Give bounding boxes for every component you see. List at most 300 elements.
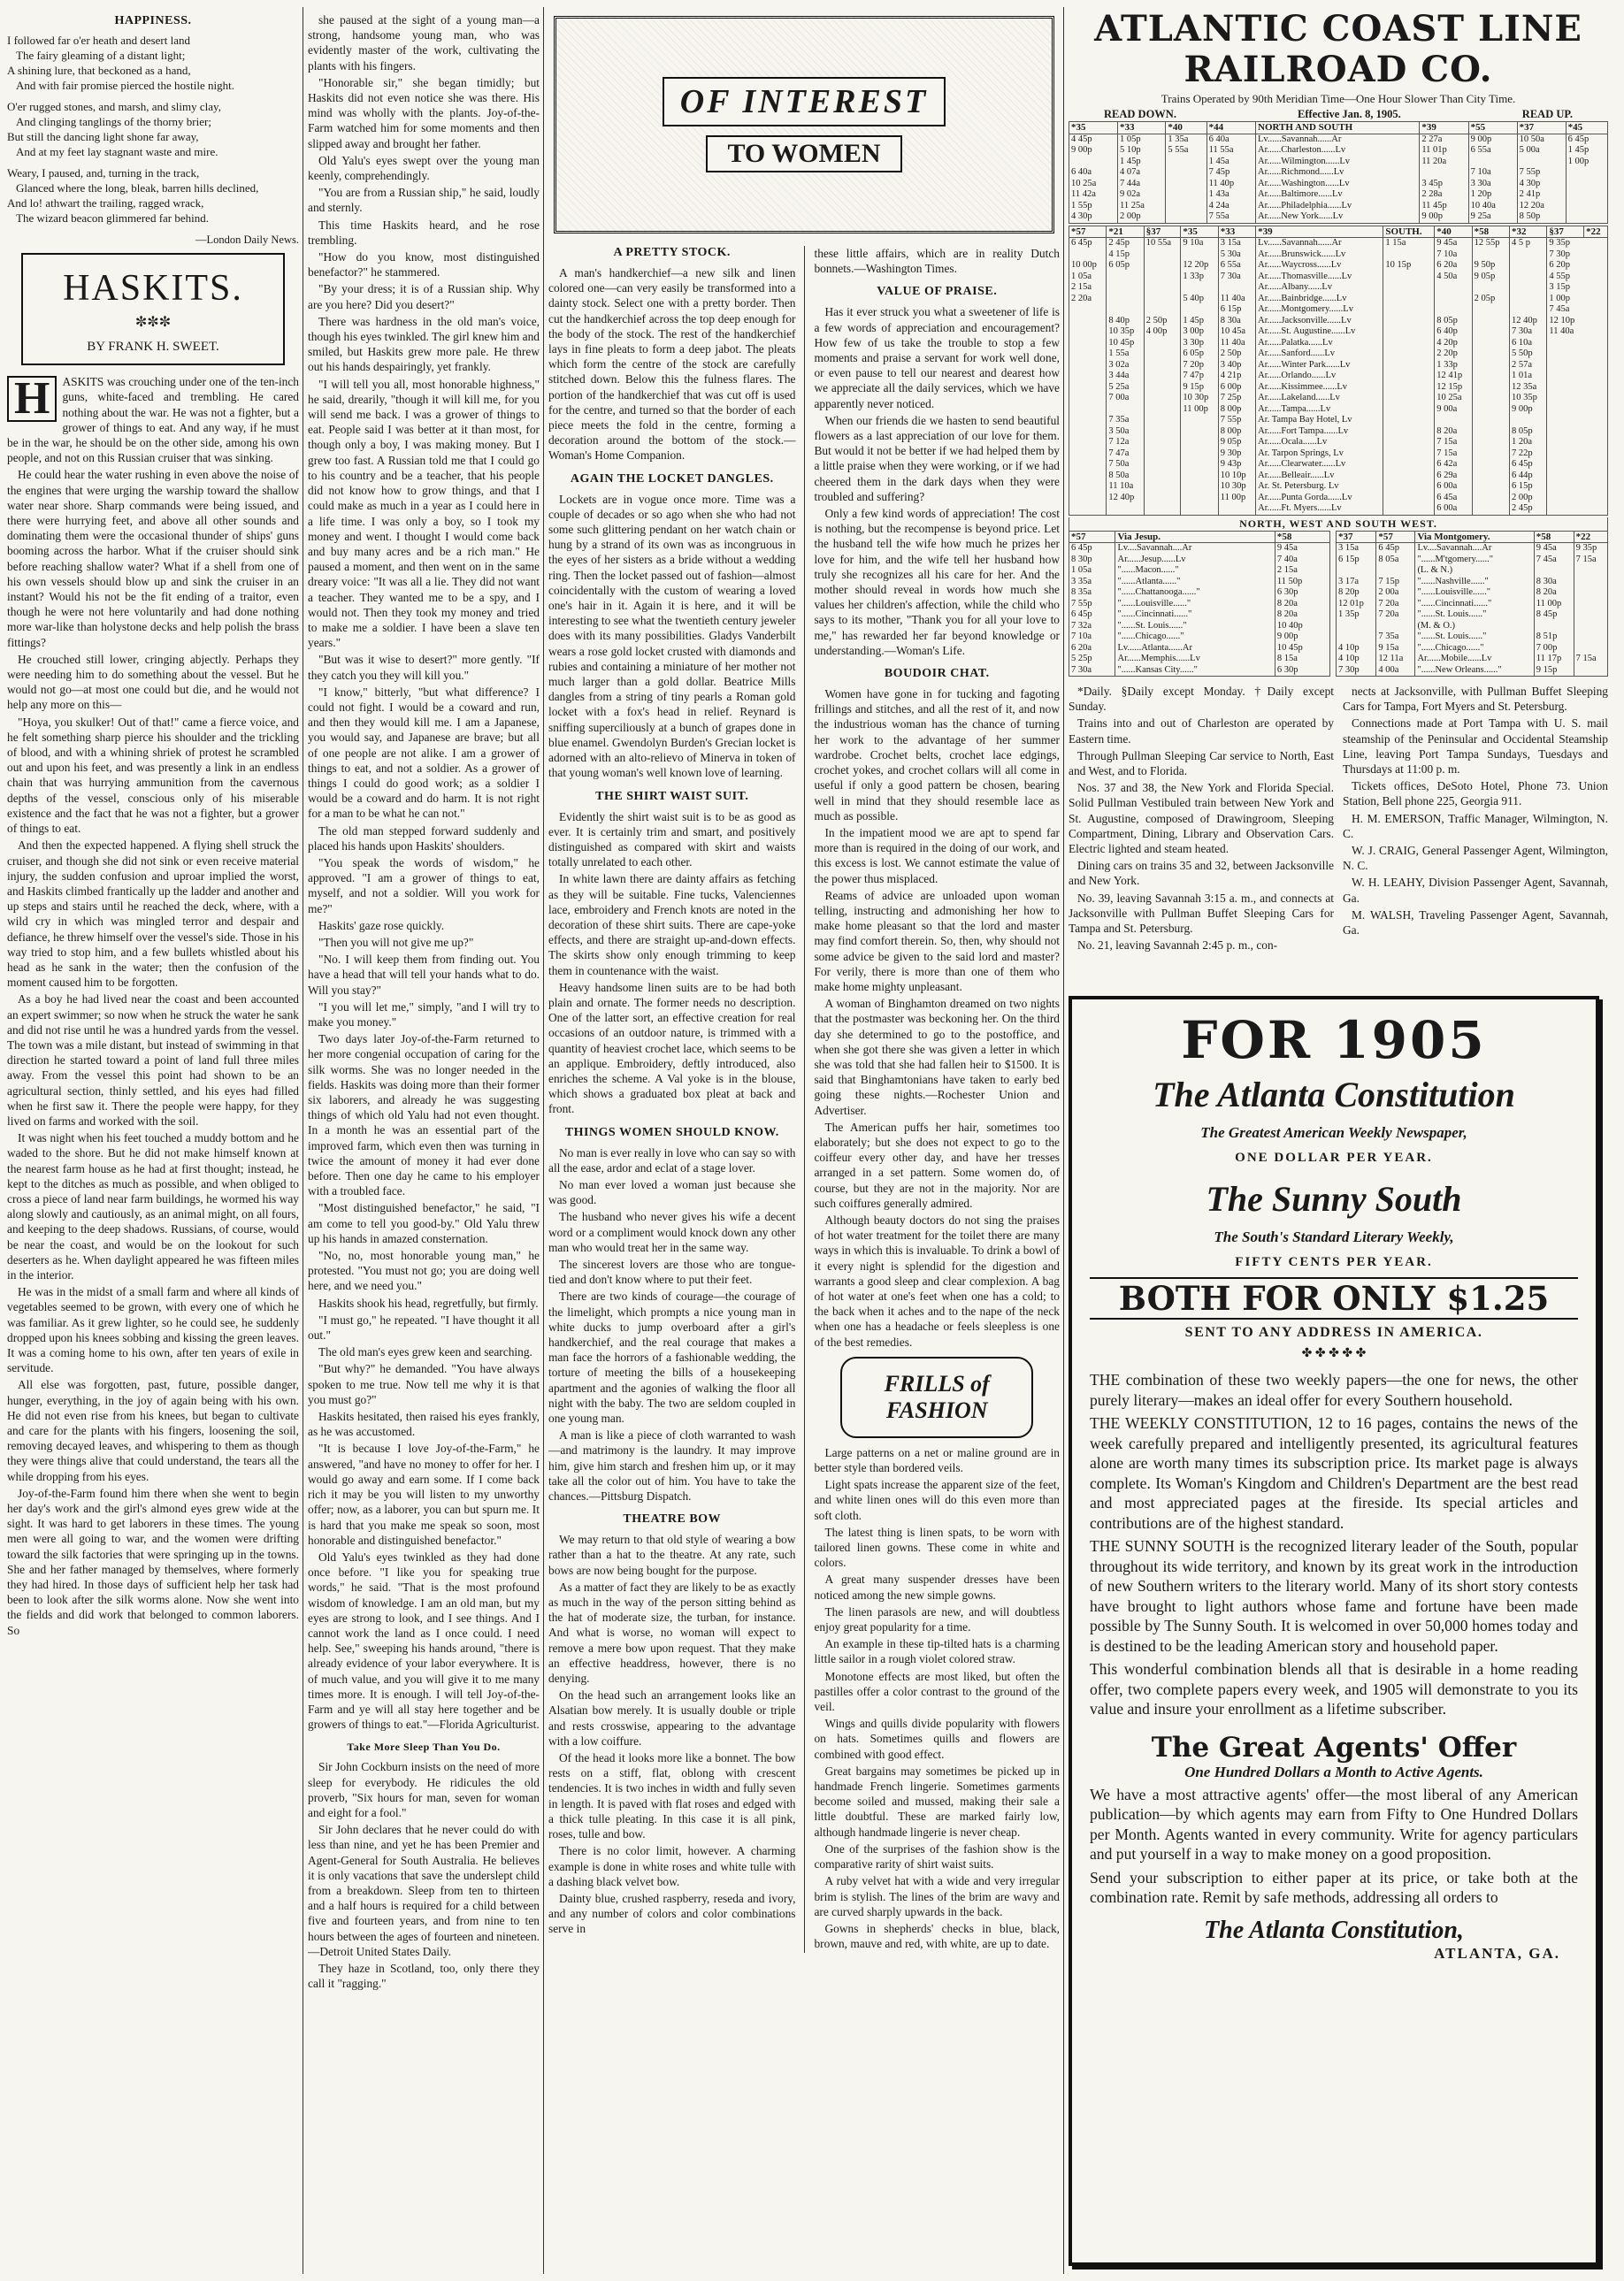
paragraph: Haskits shook his head, regretfully, but firmly. xyxy=(318,1296,539,1310)
paragraph: Connections made at Port Tampa with U. S. mail steamship of the Peninsular and Occidental Steamship Line, leaving Port Tampa Sundays, Tuesdays and Thursdays at 11:00 p. m. xyxy=(1343,716,1608,777)
paragraph: Women have gone in for tucking and fagoting frillings and stitches, and all the rest of it, and now the industrious woman has the chance of turning her work to the advantage of her summer wardrobe. Crochet belts, crochet lace edgings, crochet yokes, and crochet collars will all come in useful if only a good pattern be chosen, bearing well in mind that they should resemble lace as much as possible. xyxy=(814,687,1060,823)
timetable-cell xyxy=(1069,304,1107,316)
timetable-cell: 9 00p xyxy=(1468,134,1517,145)
timetable-cell: 11 40a xyxy=(1218,338,1255,349)
timetable-row xyxy=(1336,543,1607,555)
timetable-cell: 8 30p xyxy=(1069,555,1115,566)
timetable-cell: 7 15a xyxy=(1435,448,1472,460)
timetable-cell: 2 00p xyxy=(1118,211,1166,223)
timetable-row xyxy=(1069,643,1330,654)
timetable-header-cell: *39 xyxy=(1420,122,1468,134)
ad-body: THE combination of these two weekly papers—the one for news, the other purely literary—makes an ideal offer for every Southern household. xyxy=(1090,1371,1578,1409)
paragraph: Old Yalu's eyes twinkled as they had done once before. "I like you for speaking true words," he said. "That is the most profound wisdom of knowledge. I am an old man, but my eyes are strong to look, and I see things. And I cannot work the land as I once could. I need help. See," sweeping his hands around, "there is already evidence of your labor everywhere. It is of much value, and you will give it to me many times more. It is enough. I will tell Joy-of-the-Farm and ye will all stay here together and be growers of things to eat."—Florida Agriculturist. xyxy=(308,1550,540,1732)
article-body xyxy=(814,1445,1060,1952)
timetable-cell: "......Macon......" xyxy=(1115,565,1275,577)
timetable-cell: 1 01a xyxy=(1509,371,1546,382)
paragraph: Heavy handsome linen suits are to be had both plain and ornate. The former needs no description. One of the latter sort, an effective creation for real occasions of an outdoor nature, is trimmed with a quantity of heaviest crochet lace, which seems to be an applique. Embroidery, deftly introduced, also enriches the scheme. A Val yoke is in the blouse, which shows a graduated box pleat at back and front. xyxy=(548,980,796,1116)
timetable-cell: "......St. Louis......" xyxy=(1415,631,1534,643)
timetable-header-row xyxy=(1069,122,1608,134)
timetable-cell xyxy=(1166,157,1207,168)
paragraph: "I know," bitterly, "but what difference? I could not fight. I would be a coward and run, and then they would kill me. I am a Japanese, you would say, and Japanese are brave; but all of one people are not alike. I am a grower of things to eat, and not a soldier. As a grower of things I could do good work; as a soldier I would be a coward and do harm. It is not right for a man to be what he can not." xyxy=(308,685,540,821)
article-title: A PRETTY STOCK. xyxy=(613,246,731,259)
timetable-row xyxy=(1069,481,1608,493)
timetable-cell xyxy=(1383,426,1435,438)
frills-of-fashion-cut: FRILLS of FASHION xyxy=(840,1357,1033,1438)
timetable-cell xyxy=(1069,249,1107,261)
timetable-cell xyxy=(1069,326,1107,338)
timetable-cell: 9 35p xyxy=(1574,543,1607,555)
column-rule xyxy=(804,246,805,1953)
paragraph: As a boy he had lived near the coast and been accounted an expert swimmer; so now when he struck the water he sank and did not rise until he was a hundred yards from the vessel. The town was a mile distant, but instead of swimming in that direction he started toward a point of land full three miles away. From the vessel this point had shown to be an agricultural section, thinly settled, and his eyes had filled when he first saw it. There the people were happy, for they lived on farms and worked with the soil. xyxy=(7,992,299,1128)
timetable-cell: 8 15a xyxy=(1275,654,1329,665)
article-body xyxy=(548,809,795,1117)
ad-ornament: ✤ ✤ ✤ ✤ ✤ xyxy=(1301,1347,1367,1360)
timetable-cell: 2 27a xyxy=(1420,134,1468,145)
timetable-cell: 7 32a xyxy=(1069,621,1115,632)
timetable-cell: 1 00p xyxy=(1547,294,1584,305)
timetable-cell xyxy=(1181,459,1218,471)
timetable-cell: 11 42a xyxy=(1069,189,1118,201)
timetable-cell: 5 55a xyxy=(1166,145,1207,157)
timetable-cell: 1 43a xyxy=(1207,189,1255,201)
paragraph: This time Haskits heard, and he rose trembling. xyxy=(308,218,540,247)
paragraph: Tickets offices, DeSoto Hotel, Phone 73. Union Station, Bell phone 225, Georgia 911. xyxy=(1343,779,1608,808)
timetable-cell xyxy=(1472,360,1509,371)
timetable-cell: Lv......Savannah......Ar xyxy=(1256,134,1420,145)
timetable-row xyxy=(1069,587,1330,599)
paragraph: "It is because I love Joy-of-the-Farm," he answered, "and have no money to offer for her. I would go away and earn some. If I come back rich it may be you will listen to my unworthy offer; now, as a laborer, you can but spurn me. It is hard that you make me speak so soon, most honorable and distinguished benefactor." xyxy=(308,1442,540,1547)
timetable-cell xyxy=(1472,249,1509,261)
timetable-cell: 8 20a xyxy=(1435,426,1472,438)
timetable-cell xyxy=(1144,249,1181,261)
timetable-cell: 9 45a xyxy=(1275,543,1329,555)
paragraph: Monotone effects are most liked, but often the pastilles offer a color contrast to the ground of the veil. xyxy=(814,1669,1060,1714)
timetable-row xyxy=(1069,316,1608,327)
paragraph: "I you will let me," simply, "and I will try to make you money." xyxy=(308,999,540,1029)
timetable-cell: 3 17a xyxy=(1336,577,1375,588)
timetable-cell xyxy=(1574,565,1607,577)
timetable-row xyxy=(1069,493,1608,504)
timetable-cell xyxy=(1566,179,1607,190)
timetable-cell: 11 00p xyxy=(1181,404,1218,416)
timetable-cell: Ar......Bainbridge......Lv xyxy=(1256,294,1383,305)
timetable-cell: 4 10p xyxy=(1336,643,1375,654)
timetable-cell xyxy=(1383,448,1435,460)
timetable-cell: 3 40p xyxy=(1218,360,1255,371)
timetable-cell xyxy=(1144,415,1181,426)
timetable-row xyxy=(1069,260,1608,272)
story-ornament: ✼✼✼ xyxy=(134,315,172,331)
poem-line: O'er rugged stones, and marsh, and slimy clay, xyxy=(7,100,221,113)
timetable-cell xyxy=(1472,282,1509,294)
timetable-row xyxy=(1069,294,1608,305)
timetable-cell xyxy=(1472,415,1509,426)
timetable-cell: 7 15a xyxy=(1574,555,1607,566)
timetable-cell: 12 41p xyxy=(1435,371,1472,382)
paragraph: "Honorable sir," she began timidly; but Haskits did not even notice she was there. His mind was wholly with the plants. Joy-of-the-Farm watched him for some moments and then slipped away and brought her father. xyxy=(308,75,540,150)
timetable-cell: 1 55a xyxy=(1107,348,1144,360)
paragraph: Trains into and out of Charleston are operated by Eastern time. xyxy=(1069,716,1334,746)
timetable-cell: 4 55p xyxy=(1547,272,1584,283)
timetable-cell: 10 50a xyxy=(1517,134,1566,145)
timetable-cell: 1 45p xyxy=(1566,145,1607,157)
timetable-cell: "......New Orleans......" xyxy=(1415,665,1534,677)
timetable-cell xyxy=(1144,459,1181,471)
timetable-cell xyxy=(1181,503,1218,515)
timetable-cell xyxy=(1472,338,1509,349)
timetable-cell xyxy=(1509,415,1546,426)
ad-both-offer: BOTH FOR ONLY $1.25 xyxy=(1090,1277,1578,1320)
timetable-cell: 9 10a xyxy=(1181,238,1218,249)
timetable-cell: 9 15p xyxy=(1181,382,1218,394)
paragraph: Large patterns on a net or maline ground are in better style than bordered veils. xyxy=(814,1445,1060,1475)
timetable-cell: Ar......Clearwater......Lv xyxy=(1256,459,1383,471)
timetable-cell: 7 45a xyxy=(1534,555,1574,566)
poem-line: And with fair promise pierced the hostile night. xyxy=(16,79,234,92)
timetable-row xyxy=(1336,577,1607,588)
ad-address: The Atlanta Constitution, xyxy=(1204,1916,1464,1944)
timetable-header-cell: *55 xyxy=(1468,122,1517,134)
timetable-cell: 9 45a xyxy=(1435,238,1472,249)
timetable-header-cell: *39 xyxy=(1256,226,1383,238)
timetable-cell: 4 30p xyxy=(1069,211,1118,223)
timetable-cell: 7 10a xyxy=(1468,167,1517,179)
paragraph: The linen parasols are new, and will doubtless enjoy great popularity for a time. xyxy=(814,1604,1060,1634)
timetable-cell: 11 55a xyxy=(1207,145,1255,157)
timetable-cell: 4 07a xyxy=(1118,167,1166,179)
timetable-cell xyxy=(1144,338,1181,349)
ad-body: Send your subscription to either paper at its price, or take both at the combination rate. Remit by safe methods, addressing all orders to xyxy=(1090,1868,1578,1906)
timetable-cell: 1 20p xyxy=(1468,189,1517,201)
timetable-cell: 7 55p xyxy=(1517,167,1566,179)
timetable-cell xyxy=(1547,393,1584,404)
timetable-cell: 3 50a xyxy=(1107,426,1144,438)
timetable-cell xyxy=(1069,459,1107,471)
timetable-cell: 6 45a xyxy=(1435,493,1472,504)
column-2 xyxy=(308,12,540,2269)
timetable-cell: 2 57a xyxy=(1509,360,1546,371)
timetable-cell: 11 45p xyxy=(1420,201,1468,212)
timetable-cell xyxy=(1472,493,1509,504)
timetable-cell: 3 15a xyxy=(1218,238,1255,249)
timetable-cell xyxy=(1566,167,1607,179)
drop-cap: H xyxy=(7,376,57,422)
timetable-cell: 6 44p xyxy=(1509,471,1546,482)
timetable-cell xyxy=(1181,415,1218,426)
paragraph: "Hoya, you skulker! Out of that!" came a fierce voice, and he felt something sharp pierce his shoulder and the trickling of blood, and with a whining shriek of protest he scrambled out and upon his feet, and was presently a link in an endless chain that was hurrying ammunition from the cavernous depths of the vessel, conscious only of his miserable existence and the fact that he was not a fighter, but a grower of things to eat. xyxy=(7,715,299,836)
timetable-cell xyxy=(1069,415,1107,426)
timetable-header-cell: *40 xyxy=(1166,122,1207,134)
timetable-row xyxy=(1069,211,1608,223)
timetable-cell xyxy=(1574,665,1607,677)
timetable-cell: 12 15p xyxy=(1435,382,1472,394)
timetable-cell: 12 10p xyxy=(1547,316,1584,327)
timetable-cell xyxy=(1144,382,1181,394)
poem-line: And lo! athwart the trailing, ragged wrack, xyxy=(7,196,204,210)
timetable-row xyxy=(1336,565,1607,577)
timetable-cell xyxy=(1383,338,1435,349)
timetable-cell xyxy=(1383,471,1435,482)
timetable-cell xyxy=(1383,326,1435,338)
paragraph: No. 39, leaving Savannah 3:15 a. m., and connects at Jacksonville with Pullman Buffet Sleeping Cars for Tampa and St. Petersburg. xyxy=(1069,891,1334,936)
paragraph: Through Pullman Sleeping Car service to North, East and West, and to Florida. xyxy=(1069,748,1334,778)
timetable-cell: Ar......Winter Park......Lv xyxy=(1256,360,1383,371)
paragraph: No. 21, leaving Savannah 2:45 p. m., con- xyxy=(1077,938,1278,953)
article-body xyxy=(814,246,1060,276)
paragraph: There was hardness in the old man's voice, though his eyes twinkled. The girl knew him and smiled, but Haskits grew more pale. He threw out his hands despairingly, yet frankly. xyxy=(308,314,540,374)
paragraph: A woman of Binghamton dreamed on two nights that the postmaster was beckoning her. On the third day she determined to go to the postoffice, and when she got there she was given a letter in which she was told that she had fallen heir to $1500. It is said that Binghamtonians have taken to early bed going these nights.—Rochester Union and Advertiser. xyxy=(814,997,1060,1117)
timetable-cell: 4 20p xyxy=(1435,338,1472,349)
timetable-cell: 7 15p xyxy=(1376,577,1415,588)
story-author: BY FRANK H. SWEET. xyxy=(87,340,219,355)
timetable-label: NORTH, WEST AND SOUTH WEST. xyxy=(1069,517,1608,531)
paragraph: As a matter of fact they are likely to be as exactly as much in the way of the person sitting behind as the hat of moderate size, the turban, for instance. And what is worse, no woman will expect to remove a mere bow upon request. That they make an effective headdress, however, there is no denying. xyxy=(548,1580,796,1686)
timetable-cell: 7 47a xyxy=(1107,448,1144,460)
timetable-cell: 11 40p xyxy=(1207,179,1255,190)
article-title: BOUDOIR CHAT. xyxy=(884,667,990,681)
timetable-cell xyxy=(1144,272,1181,283)
schedule-notes xyxy=(1069,684,1608,954)
timetable-cell: "......St. Louis......" xyxy=(1415,609,1534,621)
timetable-cell: Lv....Savannah....Ar xyxy=(1115,543,1275,555)
paragraph: In the impatient mood we are apt to spend far more than is required in the doing of our work, and this excess is lost. We cannot estimate the value of the power thus misplaced. xyxy=(814,825,1060,885)
timetable-cell: 3 30p xyxy=(1181,338,1218,349)
timetable-cell: "......Louisville......" xyxy=(1115,599,1275,610)
paragraph: "I must go," he repeated. "I have thought it all out." xyxy=(308,1313,540,1343)
timetable-cell: Ar......Thomasville......Lv xyxy=(1256,272,1383,283)
timetable-header-cell: §37 xyxy=(1144,226,1181,238)
timetable-cell: "......Chattanooga......" xyxy=(1115,587,1275,599)
timetable-cell xyxy=(1166,211,1207,223)
timetable-row xyxy=(1069,609,1330,621)
timetable-cell xyxy=(1069,503,1107,515)
timetable-header-cell: *37 xyxy=(1517,122,1566,134)
timetable-cell xyxy=(1383,249,1435,261)
sleep-article xyxy=(308,1759,540,1991)
timetable-cell: 12 11a xyxy=(1376,654,1415,665)
timetable-cell: 7 30a xyxy=(1069,665,1115,677)
timetable-header-cell: *33 xyxy=(1118,122,1166,134)
timetable-cell xyxy=(1069,481,1107,493)
paragraph: He was in the midst of a small farm and where all kinds of vegetables seemed to be grown, with every one of which he was familiar. As it grew lighter, so he could see, he suddenly dropped upon his knees sobbing and kissing the green leaves. It was a coming home to his own, after ten years of exile in servitude. xyxy=(7,1285,299,1375)
timetable-cell: 3 45p xyxy=(1420,179,1468,190)
paragraph: There is no color limit, however. A charming example is done in white roses and white tulle with a dashing black velvet bow. xyxy=(548,1844,796,1888)
timetable-header-row xyxy=(1336,531,1607,543)
timetable-cell: Ar......Waycross......Lv xyxy=(1256,260,1383,272)
timetable-cell xyxy=(1509,249,1546,261)
paragraph: No man is ever really in love who can say so with all the ease, ardor and eclat of a stage lover. xyxy=(548,1145,796,1175)
paragraph: A man's handkerchief—a new silk and linen colored one—can very easily be transformed into a dainty stock. Select one with a pretty border. Then cut the handkerchief across the top deep enough for the body of the stock. The rest of the handkerchief lays in fine pleats to form a deep jabot. The pleats which form the centre of the stock are carefully stitched down. Below this the fulness flares. The portion of the handkerchief that was cut off is used for the centre, and turned so that the border of each piece meets the fold in the centre, forming a decoration around the bottom of the stock.—Woman's Home Companion. xyxy=(548,266,796,463)
timetable-via-montgomery xyxy=(1336,531,1608,677)
paragraph: "You speak the words of wisdom," he approved. "I am a grower of things to eat, myself, and not a soldier. Will you work for me?" xyxy=(308,855,540,915)
timetable-header-cell: Via Jesup. xyxy=(1115,531,1275,543)
timetable-cell: 5 25a xyxy=(1107,382,1144,394)
timetable-cell: 6 00a xyxy=(1435,503,1472,515)
timetable-cell: "......M'tgomery......" xyxy=(1415,555,1534,566)
timetable-cell xyxy=(1336,565,1375,577)
timetable-header-cell: Via Montgomery. xyxy=(1415,531,1534,543)
timetable-cell: 6 45p xyxy=(1376,543,1415,555)
timetable-cell xyxy=(1144,471,1181,482)
interest-to-women-banner xyxy=(554,16,1054,233)
timetable-row xyxy=(1336,609,1607,621)
timetable-cell: 7 40a xyxy=(1275,555,1329,566)
timetable-row xyxy=(1069,348,1608,360)
paragraph: Haskits hesitated, then raised his eyes frankly, as he was accustomed. xyxy=(308,1410,540,1439)
timetable-cell xyxy=(1144,282,1181,294)
ad-paper-constitution: The Atlanta Constitution xyxy=(1153,1075,1515,1114)
timetable-cell: 9 15a xyxy=(1376,643,1415,654)
paragraph: W. H. LEAHY, Division Passenger Agent, Savannah, Ga. xyxy=(1343,876,1608,905)
timetable-cell: 4 21p xyxy=(1218,371,1255,382)
paragraph: There are two kinds of courage—the courage of the limelight, which prompts a nice young man in white ducks to jump overboard after a girl's handkerchief, and the real courage that makes a man face the horrors of a fashionable wedding, the torture of meeting the bills of a housekeeping apartment and the agonies of walking the floor all night with the baby. The two are seldom coupled in one young man. xyxy=(548,1290,796,1426)
timetable-cell: 2 41p xyxy=(1517,189,1566,201)
timetable-cell: 6 15p xyxy=(1218,304,1255,316)
sleep-title: Take More Sleep Than You Do. xyxy=(347,1741,501,1754)
timetable-cell: 6 20a xyxy=(1435,260,1472,272)
timetable-cell: 7 35a xyxy=(1376,631,1415,643)
timetable-header-cell: *40 xyxy=(1435,226,1472,238)
timetable-cell xyxy=(1383,360,1435,371)
timetable-cell: 9 35p xyxy=(1547,238,1584,249)
timetable-header-cell: *58 xyxy=(1275,531,1329,543)
timetable-cell: Lv......Savannah......Ar xyxy=(1256,238,1383,249)
timetable-cell: 5 10p xyxy=(1118,145,1166,157)
timetable-cell xyxy=(1144,448,1181,460)
timetable-cell: 1 35p xyxy=(1336,609,1375,621)
ad-body: This wonderful combination blends all that is desirable in a home reading offer, two complete papers every week, and 1905 will demonstrate to you its value and insure your enrollment as a lifetime subscriber. xyxy=(1090,1660,1578,1718)
timetable-cell: 11 25a xyxy=(1118,201,1166,212)
timetable-cell: 9 05p xyxy=(1472,272,1509,283)
timetable-cell xyxy=(1547,448,1584,460)
timetable-cell: 9 43p xyxy=(1218,459,1255,471)
timetable-cell: 4 45p xyxy=(1069,134,1118,145)
column-rule xyxy=(1063,7,1064,2274)
timetable-cell: 2 20p xyxy=(1435,348,1472,360)
ad-price: FIFTY CENTS PER YEAR. xyxy=(1235,1255,1433,1269)
paragraph: Haskits' gaze rose quickly. xyxy=(318,918,445,932)
read-up-label: READ UP. xyxy=(1521,108,1573,120)
paragraph: A great many suspender dresses have been noticed among the new simple gowns. xyxy=(814,1573,1060,1602)
paragraph: Evidently the shirt waist suit is to be as good as ever. It is certainly trim and smart, and positively distinguished as compared with skirt and waists totally unrelated to each other. xyxy=(548,809,796,869)
timetable-cell xyxy=(1144,294,1181,305)
timetable-cell: Ar. St. Petersburg. Lv xyxy=(1256,481,1383,493)
timetable-row xyxy=(1069,201,1608,212)
timetable-cell: 11 20a xyxy=(1420,157,1468,168)
timetable-row xyxy=(1336,555,1607,566)
timetable-cell: 6 30p xyxy=(1275,587,1329,599)
timetable-cell xyxy=(1517,157,1566,168)
timetable-cell: 11 17p xyxy=(1534,654,1574,665)
timetable-cell: 2 05p xyxy=(1472,294,1509,305)
timetable-row xyxy=(1336,654,1607,665)
timetable-row xyxy=(1336,599,1607,610)
timetable-cell xyxy=(1069,338,1107,349)
timetable-row xyxy=(1069,272,1608,283)
timetable-cell xyxy=(1383,282,1435,294)
timetable-row xyxy=(1069,145,1608,157)
timetable-row xyxy=(1069,577,1330,588)
paragraph: "But was it wise to desert?" more gently. "If they catch you they will kill you." xyxy=(308,653,540,682)
timetable-cell xyxy=(1376,565,1415,577)
timetable-cell xyxy=(1435,294,1472,305)
timetable-row xyxy=(1069,654,1330,665)
paragraph: A man is like a piece of cloth warranted to wash—and matrimony is the laundry. It may improve him, give him starch and freshen him up, or it may take all the color out of him. You have to take the chances.—Pittsburg Dispatch. xyxy=(548,1428,796,1504)
timetable-cell xyxy=(1547,437,1584,448)
timetable-cell: Ar......Jacksonville......Lv xyxy=(1256,316,1383,327)
timetable-cell: 1 55p xyxy=(1069,201,1118,212)
timetable-cell xyxy=(1181,282,1218,294)
timetable-cell: 4 24a xyxy=(1207,201,1255,212)
timetable-cell: 10 25a xyxy=(1069,179,1118,190)
timetable-cell xyxy=(1336,621,1375,632)
poem-stanza xyxy=(7,100,299,159)
timetable-cell: 6 29a xyxy=(1435,471,1472,482)
timetable-cell xyxy=(1383,459,1435,471)
timetable-cell xyxy=(1069,437,1107,448)
timetable-cell xyxy=(1144,481,1181,493)
timetable-cell: 8 20a xyxy=(1275,599,1329,610)
timetable-row xyxy=(1069,471,1608,482)
timetable-cell xyxy=(1547,459,1584,471)
timetable-cell xyxy=(1383,382,1435,394)
ad-tagline: The Greatest American Weekly Newspaper, xyxy=(1200,1124,1467,1141)
timetable-cell: 2 00a xyxy=(1376,587,1415,599)
timetable-cell: 10 40p xyxy=(1275,621,1329,632)
timetable-cell xyxy=(1509,294,1546,305)
timetable-cell xyxy=(1107,294,1144,305)
timetable-cell: Lv....Savannah....Ar xyxy=(1415,543,1534,555)
timetable-cell: 10 35p xyxy=(1509,393,1546,404)
poem-line: Glanced where the long, bleak, barren hills declined, xyxy=(16,181,259,195)
timetable-cell: "......Louisville......" xyxy=(1415,587,1534,599)
poem-line: I followed far o'er heath and desert land xyxy=(7,34,191,47)
timetable-cell: 6 40p xyxy=(1435,326,1472,338)
paragraph: "No. I will keep them from finding out. You have a head that will tell your hands what to do. Will you stay?" xyxy=(308,953,540,997)
ad-body: We have a most attractive agents' offer—the most liberal of any American publication—by which agents may earn from Fifty to One Hundred Dollars per Month. Agents wanted in every community. Write for agency particulars and put yourself in a way to make money on a good proposition. xyxy=(1090,1785,1578,1863)
timetable-cell: 4 50a xyxy=(1435,272,1472,283)
timetable-cell: 10 45p xyxy=(1107,338,1144,349)
timetable-cell: 1 45p xyxy=(1118,157,1166,168)
timetable-cell xyxy=(1534,621,1574,632)
poem-line: A shining lure, that beckoned as a hand, xyxy=(7,64,191,77)
paragraph: An example in these tip-tilted hats is a charming little sailor in a rough violet colored straw. xyxy=(814,1637,1060,1666)
timetable-cell xyxy=(1547,503,1584,515)
timetable-header-cell: *35 xyxy=(1069,122,1118,134)
timetable-cell: Ar......New York......Lv xyxy=(1256,211,1420,223)
timetable-cell xyxy=(1566,189,1607,201)
timetable-cell xyxy=(1472,348,1509,360)
timetable-cell xyxy=(1509,304,1546,316)
timetable-cell: 1 05p xyxy=(1118,134,1166,145)
timetable-cell xyxy=(1181,426,1218,438)
timetable-row xyxy=(1069,404,1608,416)
timetable-row xyxy=(1069,459,1608,471)
paragraph: Has it ever struck you what a sweetener of life is a few words of appreciation and encouragement? How few of us take the trouble to stop a few moments and praise a servant for work well done, or even pause to tell our nearest and dearest how we appreciate all the daily services, which we have apparently never noticed. xyxy=(814,305,1060,410)
timetable-cell xyxy=(1574,609,1607,621)
paragraph: On the head such an arrangement looks like an Alsatian bow merely. It is usually double or triple and rests crosswise, appearing to the advantage with a low coiffure. xyxy=(548,1688,796,1748)
timetable-cell: 10 40a xyxy=(1468,201,1517,212)
timetable-cell: 8 30a xyxy=(1218,316,1255,327)
paragraph: No man ever loved a woman just because she was good. xyxy=(548,1177,796,1207)
timetable-cell: "......Kansas City......" xyxy=(1115,665,1275,677)
ad-price: ONE DOLLAR PER YEAR. xyxy=(1235,1151,1433,1165)
timetable-cell: 8 00p xyxy=(1218,426,1255,438)
timetable-cell: 5 40p xyxy=(1181,294,1218,305)
timetable-cell xyxy=(1472,471,1509,482)
timetable-cell xyxy=(1383,393,1435,404)
paragraph: And then the expected happened. A flying shell struck the cruiser, and though she did not sink or even receive material injury, the sudden confusion and uproar implied the worst, and Haskits climbed frantically up the ladder and another and up steps and stairs until he reached the deck, where, with a wild cry in which was mingled terror and despair and defiance, he threw himself over the vessel's side. Those in his way tried to stop him, and a few bullets whistled about his head as he sank in the water; then the confusion of the moment caused him to be forgotten. xyxy=(7,838,299,990)
